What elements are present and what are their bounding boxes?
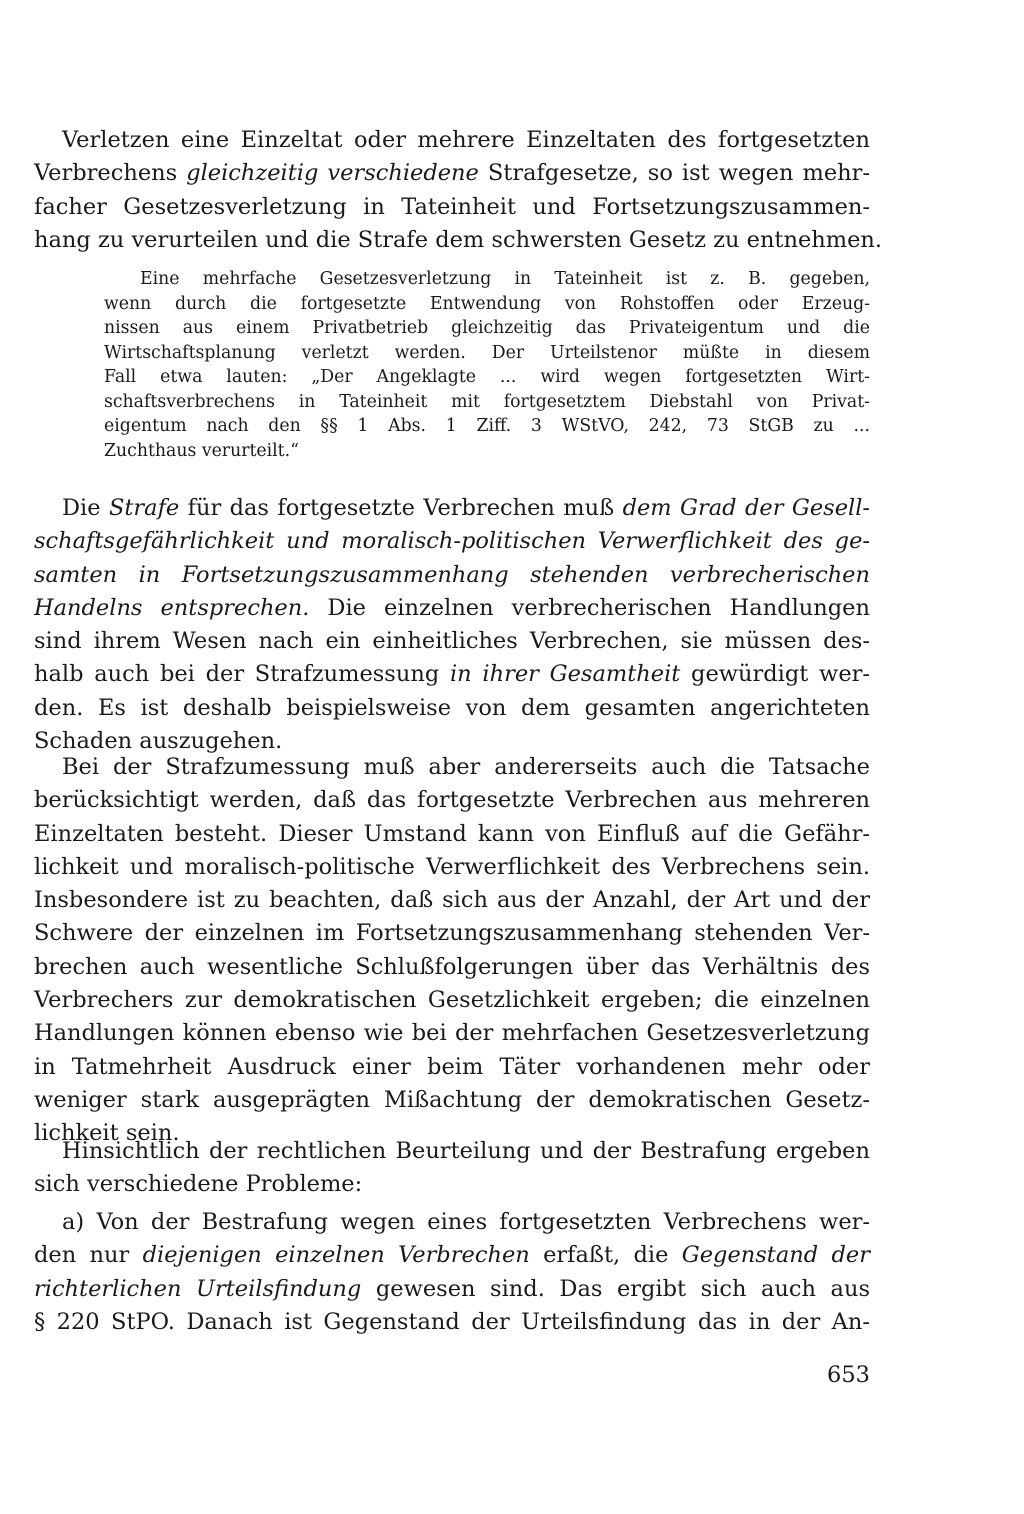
text-segment: Bei der Strafzumessung muß aber andererseits auch die Tatsache — [62, 754, 870, 780]
text-line — [34, 917, 870, 950]
emphasis-segment: Strafe — [108, 495, 180, 521]
text-line — [34, 1206, 870, 1239]
emphasis-segment: diejenigen einzelnen Verbrechen — [142, 1242, 530, 1269]
emphasis-segment: Handelns entsprechen. — [34, 594, 310, 621]
text-line — [34, 559, 870, 592]
text-line — [34, 1017, 870, 1050]
text-segment: Die einzelnen verbrecherischen Handlungen — [309, 594, 870, 621]
text-segment: Schwere der einzelnen im Fortsetzungszusammenhang stehenden Ver- — [34, 920, 870, 947]
emphasis-segment: schaftsgefährlichkeit und moralisch-politischen Verwerflichkeit des ge- — [34, 528, 870, 555]
text-segment: Handlungen können ebenso wie bei der mehrfachen Gesetzesverletzung — [34, 1020, 870, 1047]
text-segment: weniger stark ausgeprägten Mißachtung der demokratischen Gesetz- — [34, 1086, 870, 1113]
text-line — [34, 224, 883, 257]
text-segment: für das fortgesetzte Verbrechen muß — [179, 495, 623, 521]
text-segment: Verbrechens — [34, 160, 187, 187]
text-line — [34, 1273, 870, 1306]
text-line — [34, 818, 870, 851]
text-line — [34, 525, 870, 558]
text-segment: in Tatmehrheit Ausdruck einer beim Täter vorhandenen mehr oder — [34, 1053, 870, 1080]
text-segment: lichkeit und moralisch-politische Verwerflichkeit des Verbrechens sein. — [34, 853, 870, 880]
text-line — [34, 157, 870, 190]
text-segment: gewürdigt wer- — [680, 661, 870, 688]
paragraph-1 — [34, 124, 883, 257]
paragraph-4 — [34, 1135, 870, 1202]
text-segment: den. Es ist deshalb beispielsweise von dem gesamten angerichteten — [34, 694, 870, 721]
text-segment: Verletzen eine Einzeltat oder mehrere Einzeltaten des fortgesetzten — [62, 127, 870, 153]
text-line — [34, 751, 870, 784]
text-segment: lichkeit sein. — [34, 1120, 180, 1147]
text-segment: halb auch bei der Strafzumessung — [34, 661, 450, 688]
note-line: schaftsverbrechens in Tateinheit mit fortgesetztem Diebstahl von Privat- — [104, 391, 870, 412]
text-segment: sind ihrem Wesen nach ein einheitliches Verbrechen, sie müssen des- — [34, 628, 870, 655]
note-line: Wirtschaftsplanung verletzt werden. Der Urteilstenor müßte in diesem — [104, 342, 870, 363]
text-line — [34, 851, 870, 884]
text-line — [34, 984, 870, 1017]
text-segment: den nur — [34, 1242, 143, 1269]
note-line: Zuchthaus verurteilt.“ — [104, 440, 299, 461]
note-line: Eine mehrfache Gesetzesverletzung in Tateinheit ist z. B. gegeben, — [140, 269, 870, 289]
text-line — [34, 1239, 870, 1272]
text-line — [34, 784, 870, 817]
emphasis-segment: dem Grad der Gesell- — [622, 495, 871, 521]
text-line — [34, 1051, 870, 1084]
text-segment: Hinsichtlich der rechtlichen Beurteilung und der Bestrafung ergeben — [62, 1138, 870, 1164]
page-number: 653 — [827, 1362, 870, 1388]
text-line — [34, 951, 870, 984]
text-segment: erfaßt, die — [529, 1242, 682, 1269]
text-line — [34, 124, 870, 157]
paragraph-2 — [34, 492, 870, 758]
text-line — [34, 492, 870, 525]
text-line — [34, 1084, 870, 1117]
emphasis-segment: gleichzeitig verschiedene — [186, 160, 479, 187]
note-line: Fall etwa lauten: „Der Angeklagte ... wird wegen fortgesetzten Wirt- — [104, 367, 870, 387]
text-line — [34, 884, 870, 917]
text-line — [34, 625, 870, 658]
emphasis-segment: Gegenstand der — [681, 1242, 870, 1269]
text-line — [34, 1135, 870, 1168]
text-segment: Verbrechers zur demokratischen Gesetzlichkeit ergeben; die einzelnen — [34, 987, 870, 1014]
text-segment: hang zu verurteilen und die Strafe dem schwersten Gesetz zu entnehmen. — [34, 226, 883, 253]
text-segment: facher Gesetzesverletzung in Tateinheit und Fortsetzungszusammen- — [34, 193, 870, 220]
emphasis-segment: samten in Fortsetzungszusammenhang stehenden verbrecherischen — [34, 561, 870, 588]
text-segment: berücksichtigt werden, daß das fortgesetzte Verbrechen aus mehreren — [34, 787, 870, 814]
text-line — [34, 692, 870, 725]
text-segment: Die — [62, 495, 109, 521]
note-line: eigentum nach den §§ 1 Abs. 1 Ziff. 3 WStVO, 242, 73 StGB zu ... — [104, 416, 870, 436]
paragraph-5 — [34, 1206, 870, 1339]
text-line — [34, 191, 870, 224]
text-segment: a) Von der Bestrafung wegen eines fortgesetzten Verbrechens wer- — [62, 1209, 870, 1235]
text-line — [34, 592, 870, 625]
text-segment: Insbesondere ist zu beachten, daß sich aus der Anzahl, der Art und der — [34, 887, 870, 914]
paragraph-3 — [34, 751, 870, 1151]
emphasis-segment: in ihrer Gesamtheit — [449, 661, 681, 688]
text-segment: Schaden auszugehen. — [34, 728, 283, 755]
text-segment: sich verschiedene Probleme: — [34, 1171, 363, 1198]
text-segment: § 220 StPO. Danach ist Gegenstand der Urteilsfindung das in der An- — [34, 1308, 870, 1335]
text-segment: gewesen sind. Das ergibt sich auch aus — [361, 1275, 871, 1302]
note-line: wenn durch die fortgesetzte Entwendung von Rohstoffen oder Erzeug- — [104, 293, 870, 314]
text-segment: brechen auch wesentliche Schlußfolgerungen über das Verhältnis des — [34, 953, 870, 980]
note-line: nissen aus einem Privatbetrieb gleichzeitig das Privateigentum und die — [104, 318, 870, 338]
example-note — [104, 267, 870, 463]
emphasis-segment: richterlichen Urteilsfindung — [34, 1275, 362, 1302]
text-line — [34, 1168, 870, 1201]
text-line — [34, 1306, 870, 1339]
text-segment: Einzeltaten besteht. Dieser Umstand kann von Einfluß auf die Gefähr- — [34, 820, 870, 847]
text-segment: Strafgesetze, so ist wegen mehr- — [478, 160, 870, 187]
text-line — [34, 658, 870, 691]
